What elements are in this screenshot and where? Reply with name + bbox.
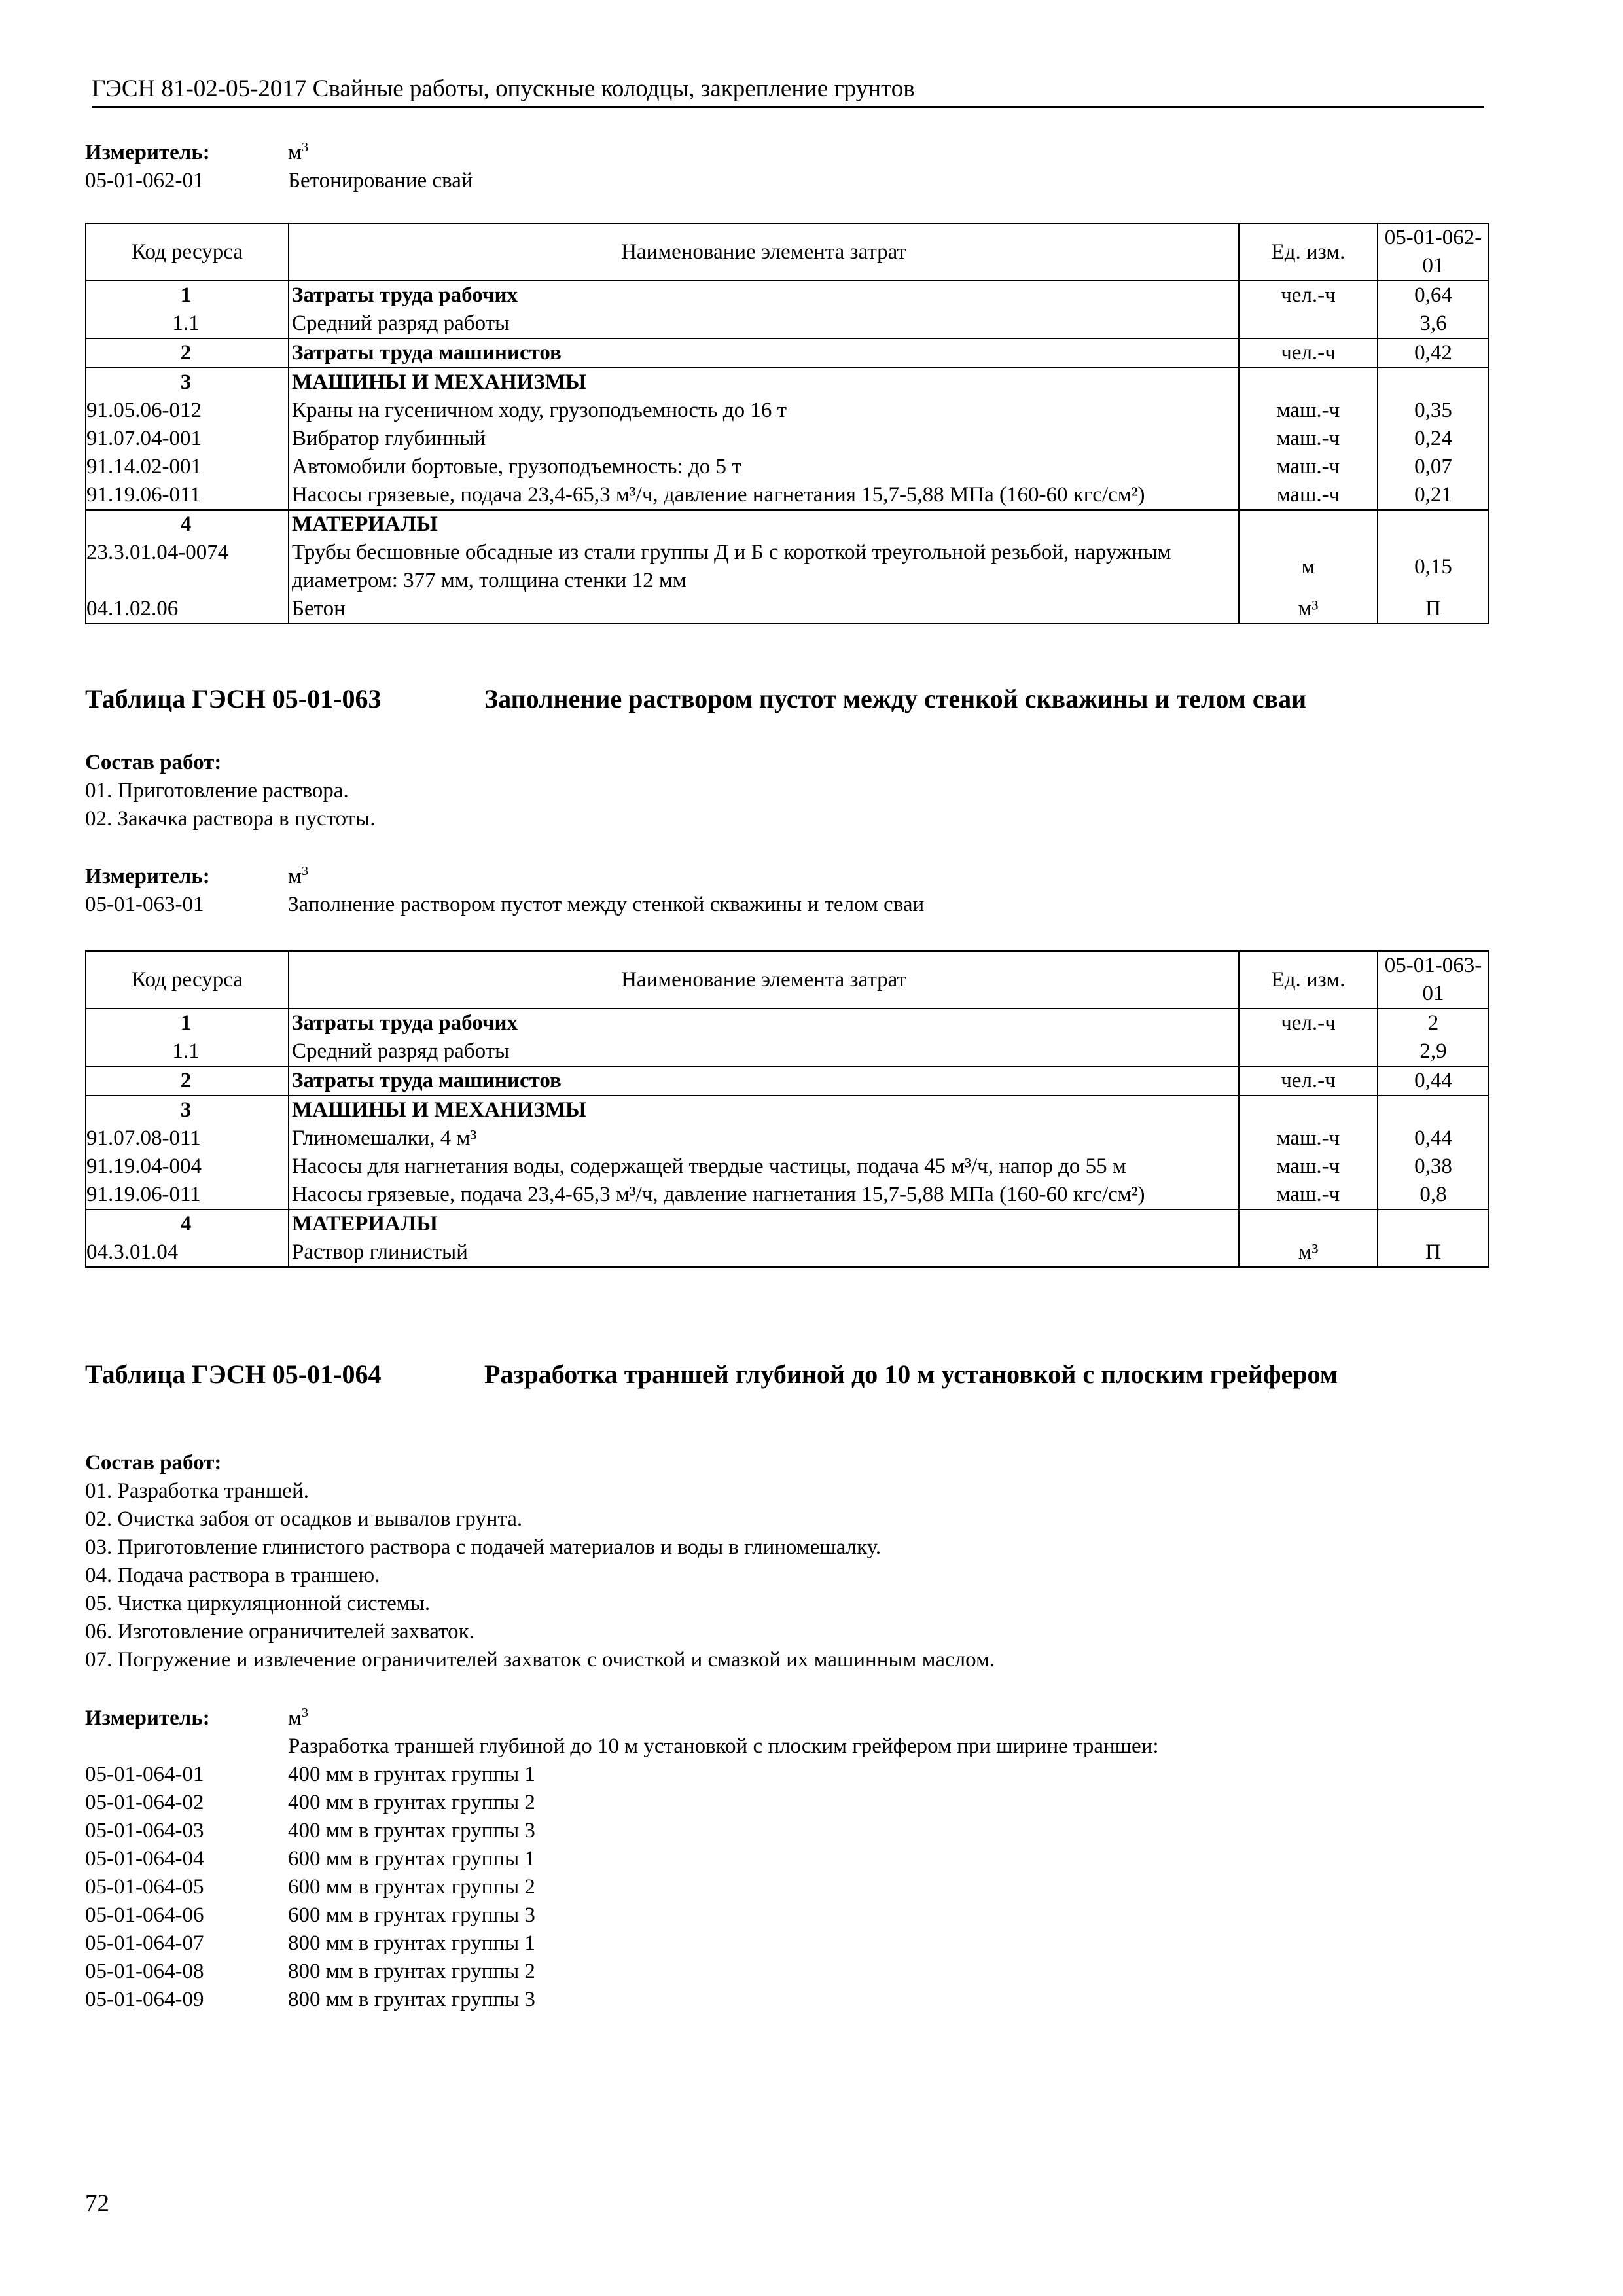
cell-unit xyxy=(1239,310,1378,338)
cell-unit: м xyxy=(1239,539,1378,595)
measure-label: Измеритель: xyxy=(85,1706,210,1730)
norm-name: 400 мм в грунтах группы 1 xyxy=(288,1763,535,1786)
cell-code: 3 xyxy=(86,1096,289,1124)
works-block-064 xyxy=(85,1449,1486,1674)
list-item xyxy=(85,1929,1486,1958)
cell-value xyxy=(1378,368,1489,397)
cell-code: 91.07.08-011 xyxy=(86,1124,289,1153)
cell-code: 1.1 xyxy=(86,310,289,338)
cell-name: Краны на гусеничном ходу, грузоподъемность до 16 т xyxy=(289,397,1239,425)
norm-name: 600 мм в грунтах группы 1 xyxy=(288,1847,535,1871)
measure-unit: $м^3$ xyxy=(288,1706,309,1730)
col-header-code: Код ресурса xyxy=(86,223,289,281)
resource-table-063 xyxy=(85,950,1489,1268)
table-row xyxy=(86,425,1489,453)
norm-code: 05-01-063-01 xyxy=(85,893,204,916)
cell-code: 4 xyxy=(86,510,289,539)
cell-value: 0,44 xyxy=(1378,1124,1489,1153)
cell-name: Автомобили бортовые, грузоподъемность: до 5 т xyxy=(289,453,1239,481)
cell-code: 91.05.06-012 xyxy=(86,397,289,425)
norm-code: 05-01-064-03 xyxy=(85,1819,204,1842)
table-label: Таблица ГЭСН 05-01-063 xyxy=(85,684,382,713)
col-header-code: Код ресурса xyxy=(86,951,289,1009)
table-row xyxy=(86,338,1489,368)
cell-name: Трубы бесшовные обсадные из стали группы Д и Б с короткой треугольной резьбой, наружным диаметром: 377 мм, толщина стенки 12 мм xyxy=(289,539,1239,595)
cell-value: 0,15 xyxy=(1378,539,1489,595)
cell-name: МАТЕРИАЛЫ xyxy=(289,1210,1239,1238)
measure-unit: $м^3$ xyxy=(288,864,309,888)
cell-code: 23.3.01.04-0074 xyxy=(86,539,289,595)
cell-name: Насосы для нагнетания воды, содержащей твердые частицы, подача 45 м³/ч, напор до 55 м xyxy=(289,1153,1239,1181)
table-title-063 xyxy=(85,681,1486,717)
cell-name: Средний разряд работы xyxy=(289,1037,1239,1066)
list-item xyxy=(85,1901,1486,1929)
cell-name: Бетон xyxy=(289,595,1239,624)
table-row xyxy=(86,1210,1489,1238)
table-row xyxy=(86,510,1489,539)
cell-value: П xyxy=(1378,1238,1489,1267)
work-item: 03. Приготовление глинистого раствора с подачей материалов и воды в глиномешалку. xyxy=(85,1535,882,1559)
table-row xyxy=(86,1009,1489,1037)
norm-name: 400 мм в грунтах группы 2 xyxy=(288,1791,535,1814)
col-header-value: 05-01-062-01 xyxy=(1378,223,1489,281)
list-item xyxy=(85,1986,1486,2014)
cell-name: МАШИНЫ И МЕХАНИЗМЫ xyxy=(289,1096,1239,1124)
table-row xyxy=(86,368,1489,397)
resource-table-062 xyxy=(85,223,1489,624)
table-title-064 xyxy=(85,1356,1486,1393)
cell-name: Затраты труда рабочих xyxy=(289,281,1239,310)
cell-code: 91.19.06-011 xyxy=(86,1181,289,1210)
cell-name: Затраты труда машинистов xyxy=(289,1066,1239,1096)
composition-label: Состав работ: xyxy=(85,1451,222,1475)
work-item: 06. Изготовление ограничителей захваток. xyxy=(85,1620,474,1643)
norm-name: Бетонирование свай xyxy=(288,169,473,192)
running-header: ГЭСН 81-02-05-2017 Свайные работы, опускные колодцы, закрепление грунтов xyxy=(92,73,1484,108)
norm-name: Заполнение раствором пустот между стенкой скважины и телом сваи xyxy=(288,893,925,916)
cell-unit: м³ xyxy=(1239,1238,1378,1267)
measure-block-063 xyxy=(85,863,1486,919)
col-header-name: Наименование элемента затрат xyxy=(289,951,1239,1009)
table-row xyxy=(86,453,1489,481)
table-row xyxy=(86,1124,1489,1153)
work-item: 02. Закачка раствора в пустоты. xyxy=(85,807,376,831)
table-row xyxy=(86,1181,1489,1210)
list-item xyxy=(85,1958,1486,1986)
norm-code: 05-01-064-07 xyxy=(85,1931,204,1955)
cell-unit: маш.-ч xyxy=(1239,425,1378,453)
norm-code: 05-01-064-01 xyxy=(85,1763,204,1786)
cell-name: Вибратор глубинный xyxy=(289,425,1239,453)
cell-unit: м³ xyxy=(1239,595,1378,624)
list-item xyxy=(85,1761,1486,1789)
list-item xyxy=(85,1873,1486,1901)
page-number: 72 xyxy=(85,2190,109,2217)
cell-unit: чел.-ч xyxy=(1239,338,1378,368)
measure-label: Измеритель: xyxy=(85,865,210,888)
col-header-name: Наименование элемента затрат xyxy=(289,223,1239,281)
col-header-value: 05-01-063-01 xyxy=(1378,951,1489,1009)
cell-value: 0,64 xyxy=(1378,281,1489,310)
list-item xyxy=(85,1845,1486,1873)
cell-unit: маш.-ч xyxy=(1239,1153,1378,1181)
cell-code: 1 xyxy=(86,281,289,310)
cell-value: 0,24 xyxy=(1378,425,1489,453)
cell-value: 0,21 xyxy=(1378,481,1489,510)
norm-name: 600 мм в грунтах группы 2 xyxy=(288,1875,535,1899)
cell-name: Глиномешалки, 4 м³ xyxy=(289,1124,1239,1153)
works-block-063 xyxy=(85,749,1486,833)
cell-unit: маш.-ч xyxy=(1239,1124,1378,1153)
cell-name: Средний разряд работы xyxy=(289,310,1239,338)
cell-value: 0,44 xyxy=(1378,1066,1489,1096)
cell-name: Затраты труда рабочих xyxy=(289,1009,1239,1037)
table-row xyxy=(86,397,1489,425)
norm-intro: Разработка траншей глубиной до 10 м установкой с плоским грейфером при ширине траншеи: xyxy=(288,1734,1159,1758)
norm-code: 05-01-064-06 xyxy=(85,1903,204,1927)
cell-unit: маш.-ч xyxy=(1239,1181,1378,1210)
cell-value: П xyxy=(1378,595,1489,624)
cell-unit: чел.-ч xyxy=(1239,1066,1378,1096)
cell-name: Затраты труда машинистов xyxy=(289,338,1239,368)
table-row xyxy=(86,595,1489,624)
measure-unit: $м^3$ xyxy=(288,140,309,164)
table-row xyxy=(86,539,1489,595)
cell-value xyxy=(1378,510,1489,539)
cell-code: 3 xyxy=(86,368,289,397)
cell-code: 91.19.04-004 xyxy=(86,1153,289,1181)
cell-code: 4 xyxy=(86,1210,289,1238)
cell-value: 0,35 xyxy=(1378,397,1489,425)
norm-name: 400 мм в грунтах группы 3 xyxy=(288,1819,535,1842)
cell-unit: чел.-ч xyxy=(1239,1009,1378,1037)
cell-code: 91.19.06-011 xyxy=(86,481,289,510)
cell-unit xyxy=(1239,1037,1378,1066)
col-header-unit: Ед. изм. xyxy=(1239,951,1378,1009)
col-header-unit: Ед. изм. xyxy=(1239,223,1378,281)
table-row xyxy=(86,310,1489,338)
norm-name: 800 мм в грунтах группы 3 xyxy=(288,1988,535,2011)
cell-name: МАТЕРИАЛЫ xyxy=(289,510,1239,539)
table-row xyxy=(86,1037,1489,1066)
cell-code: 1.1 xyxy=(86,1037,289,1066)
cell-name: Насосы грязевые, подача 23,4-65,3 м³/ч, давление нагнетания 15,7-5,88 МПа (160-60 кгс/см²) xyxy=(289,1181,1239,1210)
norm-code: 05-01-064-05 xyxy=(85,1875,204,1899)
norm-code: 05-01-064-09 xyxy=(85,1988,204,2011)
cell-value: 0,07 xyxy=(1378,453,1489,481)
measure-label: Измеритель: xyxy=(85,141,210,164)
cell-value xyxy=(1378,1096,1489,1124)
table-row xyxy=(86,481,1489,510)
table-row xyxy=(86,1153,1489,1181)
cell-unit: маш.-ч xyxy=(1239,453,1378,481)
work-item: 01. Разработка траншей. xyxy=(85,1479,309,1503)
table-title: Разработка траншей глубиной до 10 м установкой с плоским грейфером xyxy=(484,1359,1338,1389)
work-item: 05. Чистка циркуляционной системы. xyxy=(85,1592,431,1615)
list-item xyxy=(85,1789,1486,1817)
work-item: 01. Приготовление раствора. xyxy=(85,779,349,802)
cell-value xyxy=(1378,1210,1489,1238)
cell-unit xyxy=(1239,1096,1378,1124)
cell-value: 0,42 xyxy=(1378,338,1489,368)
cell-name: Насосы грязевые, подача 23,4-65,3 м³/ч, давление нагнетания 15,7-5,88 МПа (160-60 кгс/см²) xyxy=(289,481,1239,510)
list-item xyxy=(85,1817,1486,1845)
measure-block-062 xyxy=(85,139,1486,195)
cell-unit: маш.-ч xyxy=(1239,481,1378,510)
work-item: 07. Погружение и извлечение ограничителей захваток с очисткой и смазкой их машинным маслом. xyxy=(85,1648,995,1672)
cell-value: 2,9 xyxy=(1378,1037,1489,1066)
cell-code: 04.1.02.06 xyxy=(86,595,289,624)
work-item: 02. Очистка забоя от осадков и вывалов грунта. xyxy=(85,1507,523,1531)
composition-label: Состав работ: xyxy=(85,751,222,774)
work-item: 04. Подача раствора в траншею. xyxy=(85,1564,380,1587)
cell-value: 0,38 xyxy=(1378,1153,1489,1181)
cell-name: МАШИНЫ И МЕХАНИЗМЫ xyxy=(289,368,1239,397)
cell-code: 1 xyxy=(86,1009,289,1037)
norm-code: 05-01-064-02 xyxy=(85,1791,204,1814)
cell-code: 2 xyxy=(86,1066,289,1096)
norm-code: 05-01-062-01 xyxy=(85,169,204,192)
norm-code: 05-01-064-04 xyxy=(85,1847,204,1871)
cell-unit: чел.-ч xyxy=(1239,281,1378,310)
cell-code: 91.07.04-001 xyxy=(86,425,289,453)
cell-unit xyxy=(1239,1210,1378,1238)
table-row xyxy=(86,1096,1489,1124)
cell-value: 2 xyxy=(1378,1009,1489,1037)
cell-unit xyxy=(1239,510,1378,539)
cell-code: 91.14.02-001 xyxy=(86,453,289,481)
table-title: Заполнение раствором пустот между стенкой скважины и телом сваи xyxy=(484,684,1307,713)
cell-name: Раствор глинистый xyxy=(289,1238,1239,1267)
table-label: Таблица ГЭСН 05-01-064 xyxy=(85,1359,382,1389)
table-row xyxy=(86,281,1489,310)
table-row xyxy=(86,1238,1489,1267)
measure-block-064 xyxy=(85,1704,1486,2014)
cell-unit: маш.-ч xyxy=(1239,397,1378,425)
norm-code: 05-01-064-08 xyxy=(85,1960,204,1983)
cell-value: 3,6 xyxy=(1378,310,1489,338)
table-row xyxy=(86,1066,1489,1096)
norm-name: 800 мм в грунтах группы 2 xyxy=(288,1960,535,1983)
norm-name: 800 мм в грунтах группы 1 xyxy=(288,1931,535,1955)
cell-code: 04.3.01.04 xyxy=(86,1238,289,1267)
cell-code: 2 xyxy=(86,338,289,368)
cell-unit xyxy=(1239,368,1378,397)
cell-value: 0,8 xyxy=(1378,1181,1489,1210)
norm-name: 600 мм в грунтах группы 3 xyxy=(288,1903,535,1927)
